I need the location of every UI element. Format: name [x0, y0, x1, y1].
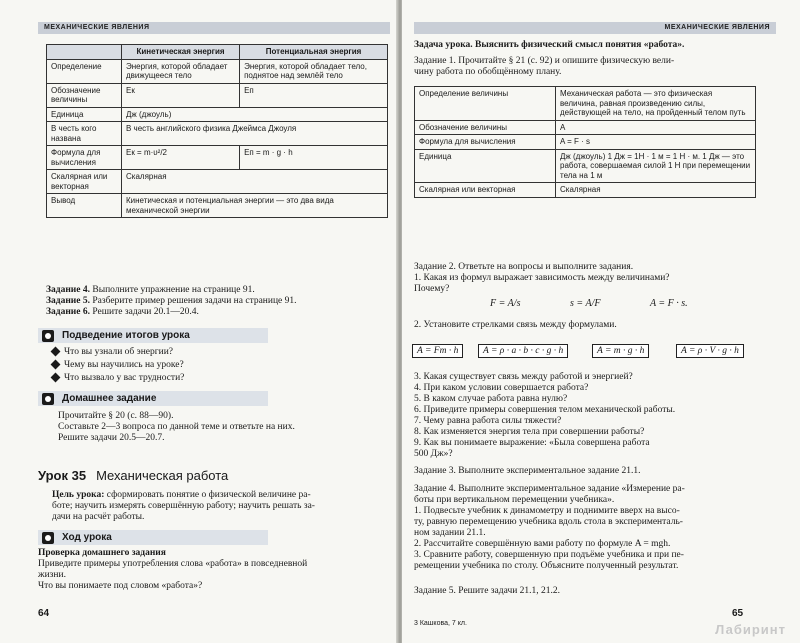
formula-box: A = ρ · V · g · h: [676, 344, 744, 358]
lesson-task: Задача урока. Выяснить физический смысл понятия «работа».: [414, 40, 685, 50]
table-cell: Обозначение величины: [415, 120, 556, 135]
bullet-icon: [51, 347, 61, 357]
work-table: [414, 86, 756, 198]
energy-table: [46, 44, 388, 218]
table-row: [47, 122, 388, 146]
table-cell: Дж (джоуль): [122, 107, 388, 122]
table-cell: Единица: [47, 107, 122, 122]
table-cell: Обозначение величины: [47, 83, 122, 107]
page-number: 64: [38, 608, 50, 619]
section-icon: [42, 532, 54, 544]
formula: s = A/F: [570, 298, 601, 309]
task-5: Задание 5. Решите задачи 21.1, 21.2.: [414, 586, 561, 596]
table-row: [47, 146, 388, 170]
table-cell: Единица: [415, 149, 556, 183]
table-row: [47, 59, 388, 83]
running-head: МЕХАНИЧЕСКИЕ ЯВЛЕНИЯ: [414, 22, 776, 34]
table-cell: Eк = m·υ²/2: [122, 146, 240, 170]
homework-heading: Домашнее задание: [38, 391, 268, 406]
table-cell: Eп: [240, 83, 388, 107]
table-row: [47, 107, 388, 122]
table-cell: Формула для вычисления: [415, 135, 556, 150]
lesson-goal: Цель урока: сформировать понятие о физической величине ра- боте; научить измерять совершённую работу; научить решать за- дачи на расчёт работы.: [52, 490, 315, 522]
watermark-logo: Лабиринт: [715, 622, 786, 637]
table-row: [47, 83, 388, 107]
table-cell: Скалярная или векторная: [415, 183, 556, 198]
task-3: Задание 3. Выполните экспериментальное задание 21.1.: [414, 466, 641, 476]
table-cell: Механическая работа — это физическая величина, равная произведению силы, действующей на тело, на пройденный телом путь: [556, 87, 756, 121]
bullet-icon: [51, 373, 61, 383]
table-header-row: [47, 45, 388, 60]
task-1: Задание 1. Прочитайте § 21 (с. 92) и опишите физическую вели- чину работа по обобщённому плану.: [414, 56, 675, 77]
table-cell: Энергия, которой обладает движущееся тело: [122, 59, 240, 83]
arrow-task: 2. Установите стрелками связь между формулами.: [414, 320, 617, 330]
table-cell: Eп = m · g · h: [240, 146, 388, 170]
homework-text: Прочитайте § 20 (с. 88—90). Составьте 2—3 вопроса по данной теме и ответьте на них. Решите задачи 20.5—20.7.: [58, 411, 295, 443]
table-cell: Кинетическая и потенциальная энергии — это два вида механической энергии: [122, 194, 388, 218]
list-item: Что вызвало у вас трудности?: [52, 373, 184, 384]
table-cell: В честь кого названа: [47, 122, 122, 146]
questions-list: 3. Какая существует связь между работой и энергией? 4. При каком условии совершается работа? 5. В каком случае работа равна нулю? 6. Приведите примеры совершения телом механической работы. 7. Чему равна работа силы тяжести? 8. Как изменяется энергия тела при совершении работы? 9. Как вы понимаете выражение: «Была совершена работа 500 Дж»?: [414, 372, 676, 459]
formula-box: A = ρ · a · b · c · g · h: [478, 344, 568, 358]
progress-heading: Ход урока: [38, 530, 268, 545]
section-icon: [42, 330, 54, 342]
task-line: Задание 6. Решите задачи 20.1—20.4.: [46, 307, 199, 317]
table-cell: Вывод: [47, 194, 122, 218]
lesson-title: Урок 35 Механическая работа: [38, 468, 229, 483]
bullet-icon: [51, 360, 61, 370]
table-header-cell: [47, 45, 122, 60]
task-line: Задание 5. Разберите пример решения задачи на странице 91.: [46, 296, 297, 306]
table-cell: A = F · s: [556, 135, 756, 150]
table-cell: Eк: [122, 83, 240, 107]
homework-check: Проверка домашнего задания Приведите примеры употребления слова «работа» в повседневной жизни. Что вы понимаете под словом «работа»?: [38, 548, 308, 591]
table-row: [47, 170, 388, 194]
page-footer: 3 Кашкова, 7 кл.: [414, 620, 467, 627]
table-cell: В честь английского физика Джеймса Джоуля: [122, 122, 388, 146]
section-icon: [42, 393, 54, 405]
table-cell: Скалярная или векторная: [47, 170, 122, 194]
table-row: [415, 183, 756, 198]
task-line: Задание 4. Выполните упражнение на странице 91.: [46, 285, 255, 295]
list-item: Что вы узнали об энергии?: [52, 347, 173, 358]
table-header-cell: Кинетическая энергия: [122, 45, 240, 60]
left-page: [0, 0, 398, 643]
table-row: [47, 194, 388, 218]
formula-box: A = Fт · h: [412, 344, 463, 358]
formula: A = F · s.: [650, 298, 688, 309]
task-4: Задание 4. Выполните экспериментальное задание «Измерение ра- боты при вертикальном перемещении учебника». 1. Подвесьте учебник к динамометру и поднимите вверх на высо- ту, равную перемещению учебника вдоль стола в эксперименталь- ном задании 21.1. 2. Рассчитайте совершённую вами работу по формуле A = mgh. 3. Сравните работу, совершенную при подъёме учебника и при пе- ремещении учебника по столу. Объясните полученный результат.: [414, 484, 685, 571]
table-cell: Энергия, которой обладает тело, поднятое над землёй тело: [240, 59, 388, 83]
table-cell: Скалярная: [122, 170, 388, 194]
table-row: [415, 87, 756, 121]
table-row: [415, 149, 756, 183]
table-cell: Формула для вычисления: [47, 146, 122, 170]
table-cell: Определение: [47, 59, 122, 83]
table-header-cell: Потенциальная энергия: [240, 45, 388, 60]
formula-box: A = m · g · h: [592, 344, 649, 358]
table-row: [415, 120, 756, 135]
task-list: [46, 285, 297, 318]
table-cell: A: [556, 120, 756, 135]
table-row: [415, 135, 756, 150]
table-cell: Определение величины: [415, 87, 556, 121]
summary-heading: Подведение итогов урока: [38, 328, 268, 343]
table-cell: Скалярная: [556, 183, 756, 198]
running-head: МЕХАНИЧЕСКИЕ ЯВЛЕНИЯ: [38, 22, 390, 34]
right-page: [402, 0, 800, 643]
page-number: 65: [732, 608, 744, 619]
task-2: Задание 2. Ответьте на вопросы и выполните задания. 1. Какая из формул выражает зависимость между величинами? Почему?: [414, 262, 670, 294]
list-item: Чему вы научились на уроке?: [52, 360, 184, 371]
formula: F = A/s: [490, 298, 521, 309]
table-cell: Дж (джоуль) 1 Дж = 1Н · 1 м = 1 Н · м. 1 Дж — это работа, совершаемая силой 1 Н при перемещении тела на 1 м: [556, 149, 756, 183]
